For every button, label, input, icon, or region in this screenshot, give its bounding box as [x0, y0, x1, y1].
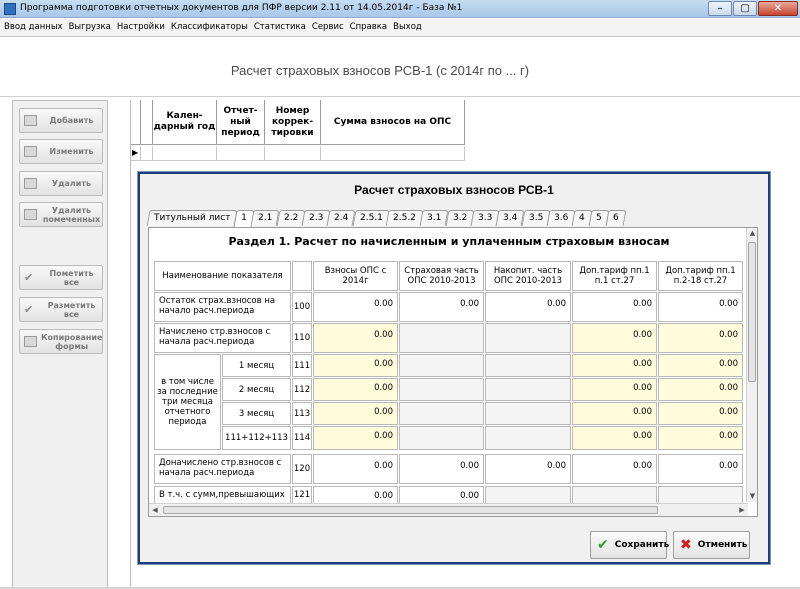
menu-data-input[interactable]: Ввод данных: [4, 22, 63, 32]
row-pointer-icon: ▶: [132, 148, 139, 157]
vertical-scroll-thumb[interactable]: [748, 242, 756, 382]
menu-bar: [0, 19, 800, 37]
value-input[interactable]: 0.00: [658, 454, 743, 484]
empty-cell: [399, 354, 484, 377]
horizontal-scrollbar[interactable]: [149, 503, 748, 516]
menu-exit[interactable]: Выход: [393, 22, 422, 32]
row-label: В т.ч. с сумм,превышающих: [154, 486, 291, 504]
tab-3-1[interactable]: 3.1: [420, 210, 449, 226]
delete-marked-button[interactable]: Удалить помеченных: [19, 202, 103, 227]
close-button[interactable]: ✕: [758, 1, 798, 16]
horizontal-scroll-thumb[interactable]: [163, 506, 658, 514]
edit-button[interactable]: Изменить: [19, 139, 103, 164]
col-period[interactable]: Отчет- ный период: [217, 100, 265, 145]
minimize-button[interactable]: –: [708, 1, 732, 16]
tab-title-page[interactable]: Титульный лист: [147, 210, 238, 226]
section-title: Раздел 1. Расчет по начисленным и уплаченным страховым взносам: [228, 235, 670, 248]
row-code: 120: [292, 454, 312, 484]
checkmark-icon: ✔: [597, 537, 609, 553]
title-bar: [0, 0, 800, 18]
group-label: в том числе за последние три месяца отчетного периода: [154, 354, 221, 450]
empty-cell: [485, 402, 571, 425]
value-input[interactable]: 0.00: [572, 402, 657, 425]
menu-settings[interactable]: Настройки: [116, 22, 165, 32]
value-input[interactable]: 0.00: [313, 292, 398, 322]
scroll-up-icon[interactable]: ▲: [749, 229, 756, 237]
tab-3-6[interactable]: 3.6: [547, 210, 576, 226]
edit-icon: [24, 146, 37, 157]
value-input[interactable]: 0.00: [485, 454, 571, 484]
form-title: Расчет страховых взносов РСВ-1 (с 2014г по ... г): [230, 63, 530, 78]
empty-cell: [658, 486, 743, 504]
grid-cell[interactable]: [265, 146, 321, 161]
scroll-right-icon[interactable]: ▶: [739, 506, 745, 514]
grid-cell[interactable]: [141, 146, 153, 161]
header-c1: Взносы ОПС с 2014г: [313, 261, 398, 291]
header-indicator-name: Наименование показателя: [154, 261, 291, 291]
tab-3-5[interactable]: 3.5: [521, 210, 550, 226]
row-code: 100: [292, 292, 312, 322]
value-input[interactable]: 0.00: [658, 378, 743, 401]
scroll-down-icon[interactable]: ▼: [749, 492, 756, 500]
value-input[interactable]: 0.00: [658, 402, 743, 425]
value-calculated: 0.00: [313, 323, 398, 353]
tab-2-5-1[interactable]: 2.5.1: [352, 210, 390, 226]
empty-cell: [399, 323, 484, 353]
tab-2-3[interactable]: 2.3: [301, 210, 330, 226]
empty-cell: [399, 402, 484, 425]
value-calculated: 0.00: [658, 426, 743, 450]
menu-statistics[interactable]: Статистика: [253, 22, 306, 32]
row-code: 111: [292, 354, 312, 377]
value-calculated: 0.00: [658, 323, 743, 353]
unmark-all-button[interactable]: ✔ Разметить все: [19, 297, 103, 322]
row-label: Начислено стр.взносов с начала расч.периода: [154, 323, 291, 353]
tab-2-2[interactable]: 2.2: [276, 210, 305, 226]
empty-cell: [485, 426, 571, 450]
row-label: 1 месяц: [222, 354, 291, 377]
menu-service[interactable]: Сервис: [311, 22, 344, 32]
copy-icon: [24, 336, 37, 347]
value-calculated: 0.00: [313, 426, 398, 450]
add-button[interactable]: Добавить: [19, 108, 103, 133]
row-code: 121: [292, 486, 312, 504]
empty-cell: [485, 323, 571, 353]
row-label: 3 месяц: [222, 402, 291, 425]
value-input[interactable]: 0.00: [313, 378, 398, 401]
tab-3-3[interactable]: 3.3: [471, 210, 500, 226]
vertical-scrollbar[interactable]: [746, 228, 757, 502]
cross-icon: ✖: [680, 537, 692, 553]
header-c2: Страховая часть ОПС 2010-2013: [399, 261, 484, 291]
header-c5: Доп.тариф пп.1 п.2-18 ст.27: [658, 261, 743, 291]
row-label: Доначислено стр.взносов с начала расч.периода: [154, 454, 291, 484]
header-c3: Накопит. часть ОПС 2010-2013: [485, 261, 571, 291]
tab-2-1[interactable]: 2.1: [251, 210, 280, 226]
empty-cell: [572, 486, 657, 504]
tab-1[interactable]: 1: [234, 210, 255, 227]
col-correction[interactable]: Номер коррек- тировки: [265, 100, 321, 145]
row-label: 111+112+113: [222, 426, 291, 450]
tab-3-2[interactable]: 3.2: [445, 210, 474, 226]
tab-5[interactable]: 5: [589, 210, 610, 226]
value-input[interactable]: 0.00: [572, 292, 657, 322]
menu-help[interactable]: Справка: [349, 22, 388, 32]
value-input[interactable]: 0.00: [658, 354, 743, 377]
app-icon: [4, 3, 16, 15]
scroll-left-icon[interactable]: ◀: [152, 506, 158, 514]
row-label: 2 месяц: [222, 378, 291, 401]
delete-marked-icon: [24, 209, 37, 220]
value-input[interactable]: 0.00: [399, 454, 484, 484]
copy-form-button[interactable]: Копирование формы: [19, 329, 103, 354]
empty-cell: [399, 378, 484, 401]
menu-export[interactable]: Выгрузка: [68, 22, 111, 32]
tab-3-4[interactable]: 3.4: [496, 210, 525, 226]
divider: [0, 96, 800, 97]
value-input[interactable]: 0.00: [399, 486, 484, 504]
delete-button[interactable]: Удалить: [19, 171, 103, 196]
value-input[interactable]: 0.00: [572, 454, 657, 484]
value-calculated: 0.00: [572, 426, 657, 450]
tab-strip: [148, 210, 624, 227]
add-icon: [24, 115, 37, 126]
empty-cell: [399, 426, 484, 450]
value-input[interactable]: 0.00: [399, 292, 484, 322]
save-button[interactable]: ✔ Сохранить: [590, 531, 667, 559]
col-year[interactable]: Кален- дарный год: [153, 100, 217, 145]
value-input[interactable]: 0.00: [572, 354, 657, 377]
empty-cell: [485, 378, 571, 401]
dialog-title: Расчет страховых взносов РСВ-1: [354, 183, 554, 197]
grid-cell[interactable]: [153, 146, 217, 161]
check-icon: ✔: [24, 271, 34, 284]
cancel-button[interactable]: ✖ Отменить: [673, 531, 750, 559]
window-title: Программа подготовки отчетных документов для ПФР версии 2.11 от 14.05.2014г - База №1: [20, 3, 463, 13]
mark-all-button[interactable]: ✔ Пометить все: [19, 265, 103, 290]
col-ops-sum[interactable]: Сумма взносов на ОПС: [321, 100, 465, 145]
maximize-button[interactable]: ▢: [733, 1, 757, 16]
empty-cell: [485, 486, 571, 504]
value-input[interactable]: 0.00: [313, 354, 398, 377]
row-code: 113: [292, 402, 312, 425]
row-label: Остаток страх.взносов на начало расч.периода: [154, 292, 291, 322]
left-toolbar: [12, 100, 108, 589]
value-input[interactable]: 0.00: [485, 292, 571, 322]
tab-2-4[interactable]: 2.4: [327, 210, 356, 226]
row-code: 110: [292, 323, 312, 353]
menu-classifiers[interactable]: Классификаторы: [170, 22, 248, 32]
value-input[interactable]: 0.00: [313, 454, 398, 484]
uncheck-icon: ✔: [24, 303, 34, 316]
value-input[interactable]: 0.00: [313, 402, 398, 425]
tab-6[interactable]: 6: [605, 210, 626, 226]
grid-check-header: [141, 100, 153, 145]
grid-indicator-header: [131, 100, 141, 145]
value-calculated: 0.00: [572, 323, 657, 353]
tab-2-5-2[interactable]: 2.5.2: [386, 210, 424, 226]
delete-icon: [24, 178, 37, 189]
grid-cell[interactable]: [321, 146, 465, 161]
grid-cell[interactable]: [217, 146, 265, 161]
header-code: [292, 261, 312, 291]
row-code: 112: [292, 378, 312, 401]
value-input[interactable]: 0.00: [572, 378, 657, 401]
value-input[interactable]: 0.00: [313, 486, 398, 504]
header-c4: Доп.тариф пп.1 п.1 ст.27: [572, 261, 657, 291]
value-input[interactable]: 0.00: [658, 292, 743, 322]
section-1-panel: [148, 227, 758, 517]
empty-cell: [485, 354, 571, 377]
rsv1-dialog: [138, 172, 770, 564]
row-code: 114: [292, 426, 312, 450]
tab-4[interactable]: 4: [572, 210, 593, 226]
